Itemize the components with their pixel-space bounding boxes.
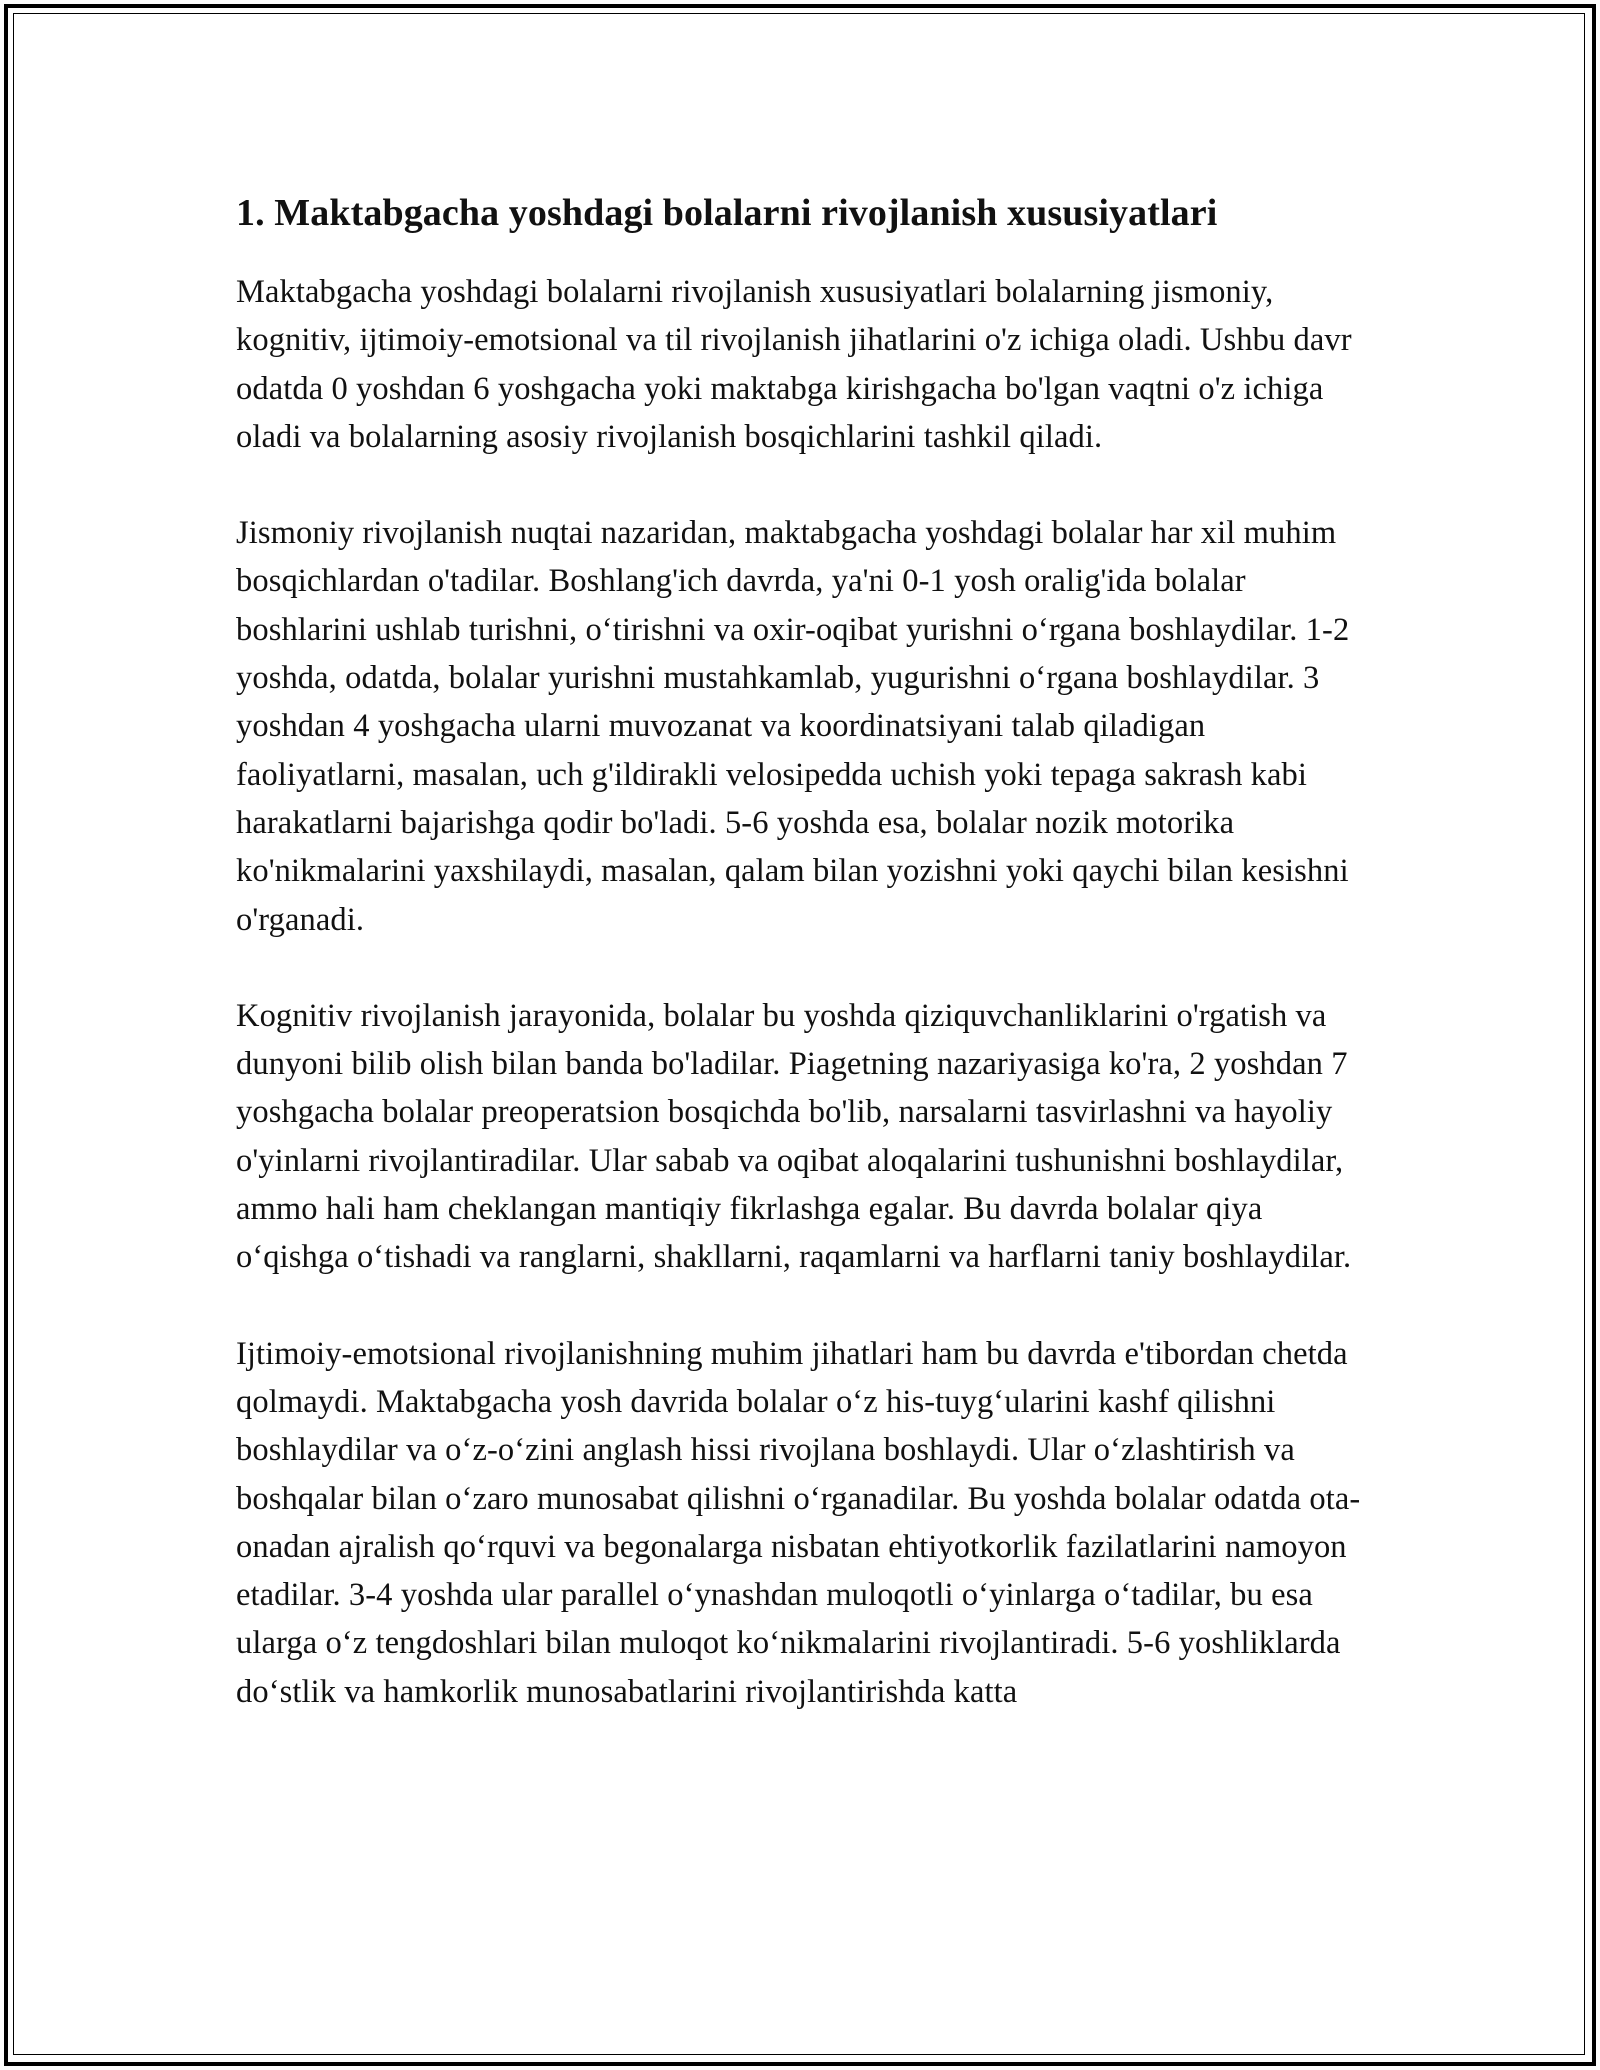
section-heading: 1. Maktabgacha yoshdagi bolalarni rivojlanish xususiyatlari (236, 192, 1218, 234)
paragraph-cognitive-development: Kognitiv rivojlanish jarayonida, bolalar bu yoshda qiziquvchanliklarini o'rgatish va dunyoni bilib olish bilan banda bo'ladilar. Piagetning nazariyasiga ko'ra, 2 yoshdan 7 yoshgacha bolalar preoperatsion bosqichda bo'lib, narsalarni tasvirlashni va hayoliy o'yinlarni rivojlantiradilar. Ular sabab va oqibat aloqalarini tushunishni boshlaydilar, ammo hali ham cheklangan mantiqiy fikrlashga egalar. Bu davrda bolalar qiya o‘qishga o‘tishadi va ranglarni, shakllarni, raqamlarni va harflarni taniy boshlaydilar. (236, 997, 1352, 1276)
paragraph-physical-development: Jismoniy rivojlanish nuqtai nazaridan, maktabgacha yoshdagi bolalar har xil muhim bosqichlardan o'tadilar. Boshlang'ich davrda, ya'ni 0-1 yosh oralig'ida bolalar boshlarini ushlab turishni, o‘tirishni va oxir-oqibat yurishni o‘rgana boshlaydilar. 1-2 yoshda, odatda, bolalar yurishni mustahkamlab, yugurishni o‘rgana boshlaydilar. 3 yoshdan 4 yoshgacha ularni muvozanat va koordinatsiyani talab qiladigan faoliyatlarni, masalan, uch g'ildirakli velosipedda uchish yoki tepaga sakrash kabi harakatlarni bajarishga qodir bo'ladi. 5-6 yoshda esa, bolalar nozik motorika ko'nikmalarini yaxshilaydi, masalan, qalam bilan yozishni yoki qaychi bilan kesishni o'rganadi. (236, 515, 1350, 938)
document-body (236, 184, 1376, 1764)
paragraph-social-emotional-development: Ijtimoiy-emotsional rivojlanishning muhim jihatlari ham bu davrda e'tibordan chetda qolmaydi. Maktabgacha yosh davrida bolalar o‘z his-tuyg‘ularini kashf qilishni boshlaydilar va o‘z-o‘zini anglash hissi rivojlana boshlaydi. Ular o‘zlashtirish va boshqalar bilan o‘zaro munosabat qilishni o‘rganadilar. Bu yoshda bolalar odatda ota-onadan ajralish qo‘rquvi va begonalarga nisbatan ehtiyotkorlik fazilatlarini namoyon etadilar. 3-4 yoshda ular parallel o‘ynashdan muloqotli o‘yinlarga o‘tadilar, bu esa ularga o‘z tengdoshlari bilan muloqot ko‘nikmalarini rivojlantiradi. 5-6 yoshliklarda do‘stlik va hamkorlik munosabatlarini rivojlantirishda katta (236, 1335, 1361, 1710)
paragraph-intro: Maktabgacha yoshdagi bolalarni rivojlanish xususiyatlari bolalarning jismoniy, kognitiv, ijtimoiy-emotsional va til rivojlanish jihatlarini o'z ichiga oladi. Ushbu davr odatda 0 yoshdan 6 yoshgacha yoki maktabga kirishgacha bo'lgan vaqtni o'z ichiga oladi va bolalarning asosiy rivojlanish bosqichlarini tashkil qiladi. (236, 274, 1352, 455)
